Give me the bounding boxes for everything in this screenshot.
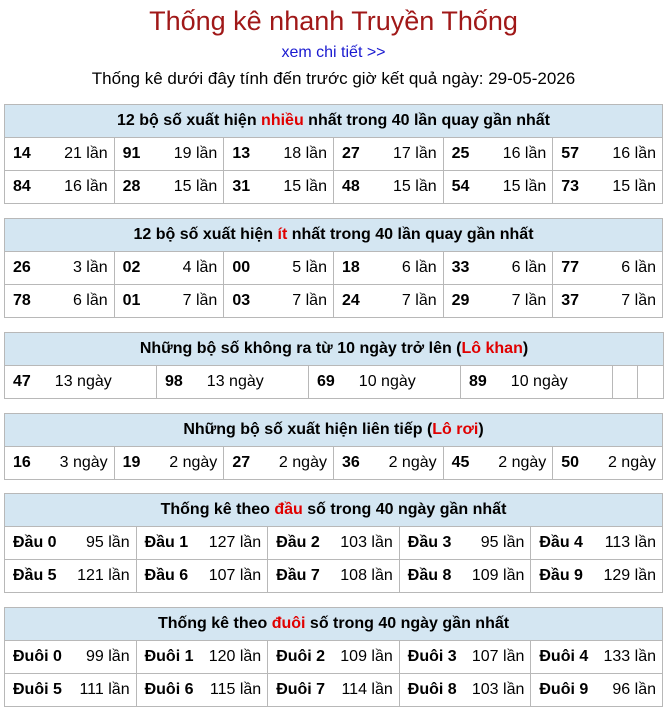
stat-cell <box>114 138 224 171</box>
page-title: Thống kê nhanh Truyền Thống <box>149 6 518 36</box>
stat-label: 28 <box>122 178 141 195</box>
stat-count: 15 lần <box>502 178 547 195</box>
stat-count: 109 lần <box>340 648 393 665</box>
header-highlight: Lô rơi <box>432 421 479 438</box>
stat-label: 03 <box>232 292 251 309</box>
count: 13 ngày <box>54 373 112 390</box>
stat-cell <box>333 285 443 318</box>
stat-label: Đuôi 1 <box>144 648 194 665</box>
stat-cell <box>5 138 115 171</box>
stat-cell <box>268 560 400 593</box>
stat-label: Đầu 9 <box>539 567 583 584</box>
stat-cell <box>114 447 224 480</box>
lo-khan-header <box>5 333 664 366</box>
stat-cell <box>5 252 115 285</box>
stat-cell <box>443 171 553 204</box>
stat-cell <box>136 641 268 674</box>
stat-label: 36 <box>341 454 360 471</box>
stat-label: 01 <box>122 292 141 309</box>
detail-link[interactable]: xem chi tiết >> <box>281 44 386 61</box>
stat-cell <box>5 447 115 480</box>
stat-cell <box>5 674 137 707</box>
stat-label: 54 <box>451 178 470 195</box>
stat-label: Đầu 1 <box>144 534 189 551</box>
stat-label: 84 <box>13 178 31 195</box>
stat-count: 15 lần <box>173 178 218 195</box>
stat-count: 95 lần <box>480 534 525 551</box>
stat-count: 16 lần <box>612 145 656 162</box>
stat-count: 95 lần <box>86 534 130 551</box>
header-text: Những bộ số không ra từ 10 ngày trở lên ( <box>139 340 462 357</box>
dau-header <box>5 494 663 527</box>
stat-count: 5 lần <box>292 259 327 276</box>
number: 47 <box>13 373 31 390</box>
stat-count: 108 lần <box>340 567 393 584</box>
stat-count: 99 lần <box>86 648 130 665</box>
stat-cell <box>224 285 334 318</box>
stat-label: Đầu 4 <box>539 534 583 551</box>
stat-label: Đầu 2 <box>276 534 320 551</box>
stat-cell <box>553 252 663 285</box>
stat-label: 57 <box>561 145 580 162</box>
header-text: nhất trong 40 lần quay gần nhất <box>303 112 550 129</box>
stat-count: 15 lần <box>283 178 327 195</box>
stat-count: 16 lần <box>64 178 108 195</box>
stat-count: 107 lần <box>208 567 262 584</box>
lo-khan-empty-cell <box>638 366 664 399</box>
stat-cell <box>333 447 443 480</box>
lo-roi-header <box>5 414 663 447</box>
stat-cell <box>224 252 334 285</box>
header-text: 12 bộ số xuất hiện <box>133 226 278 243</box>
table-row <box>5 285 663 318</box>
stat-count: 120 lần <box>208 648 262 665</box>
lo-khan-empty-cell <box>613 366 638 399</box>
duoi-header <box>5 608 663 641</box>
stat-count: 21 lần <box>64 145 108 162</box>
stat-label: 27 <box>232 454 251 471</box>
header-highlight: đuôi <box>271 615 306 632</box>
stat-count: 7 lần <box>292 292 327 309</box>
header-text: nhất trong 40 lần quay gần nhất <box>287 226 534 243</box>
header-text: số trong 40 ngày gần nhất <box>305 615 510 632</box>
header-highlight: Lô khan <box>461 340 523 357</box>
stat-cell <box>224 138 334 171</box>
stat-count: 2 ngày <box>607 454 656 471</box>
page-subtitle: Thống kê dưới đây tính đến trước giờ kết quả ngày: 29-05-2026 <box>91 69 576 88</box>
stat-label: Đầu 5 <box>13 567 57 584</box>
count: 13 ngày <box>206 373 264 390</box>
header-text: Thống kê theo <box>160 501 275 518</box>
duoi-table <box>4 607 663 707</box>
most-frequent-body <box>5 138 663 204</box>
number: 69 <box>317 373 335 390</box>
lo-khan-table <box>4 332 664 399</box>
least-frequent-table <box>4 218 663 318</box>
stat-count: 6 lần <box>72 292 108 309</box>
stat-label: 13 <box>232 145 251 162</box>
stat-label: 24 <box>341 292 360 309</box>
stat-cell <box>443 138 553 171</box>
stat-label: Đuôi 0 <box>13 648 62 665</box>
stat-cell <box>531 674 663 707</box>
stat-count: 2 ngày <box>498 454 547 471</box>
stat-count: 115 lần <box>209 681 262 698</box>
stat-count: 133 lần <box>603 648 656 665</box>
dau-body <box>5 527 663 593</box>
stat-cell <box>399 560 531 593</box>
stat-cell <box>114 171 224 204</box>
count: 10 ngày <box>510 373 568 390</box>
stat-label: Đuôi 8 <box>407 681 457 698</box>
lo-khan-cell <box>461 366 613 399</box>
number: 89 <box>469 373 487 390</box>
lo-khan-cell <box>5 366 157 399</box>
lo-khan-row <box>5 366 664 399</box>
stat-label: 14 <box>13 145 31 162</box>
stat-count: 96 lần <box>612 681 656 698</box>
stat-label: 18 <box>341 259 360 276</box>
stat-cell <box>399 527 531 560</box>
table-row <box>5 138 663 171</box>
stat-cell <box>268 641 400 674</box>
stat-label: Đuôi 3 <box>407 648 457 665</box>
table-row <box>5 447 663 480</box>
stat-label: Đầu 6 <box>144 567 189 584</box>
header-text: ) <box>478 421 484 438</box>
header-highlight: ít <box>277 226 288 243</box>
stat-count: 127 lần <box>208 534 262 551</box>
stat-cell <box>224 447 334 480</box>
stat-label: Đuôi 5 <box>13 681 62 698</box>
stat-label: Đuôi 4 <box>539 648 589 665</box>
stat-cell <box>443 447 553 480</box>
most-frequent-table <box>4 104 663 204</box>
stat-cell <box>136 674 268 707</box>
table-row <box>5 252 663 285</box>
stat-count: 7 lần <box>401 292 437 309</box>
stat-count: 4 lần <box>182 259 218 276</box>
table-row <box>5 171 663 204</box>
stat-label: Đuôi 6 <box>144 681 194 698</box>
stat-count: 129 lần <box>603 567 656 584</box>
stat-label: Đầu 8 <box>407 567 452 584</box>
stat-cell <box>268 527 400 560</box>
stat-cell <box>443 285 553 318</box>
stat-cell <box>531 560 663 593</box>
stat-label: 45 <box>451 454 470 471</box>
header-text: số trong 40 ngày gần nhất <box>302 501 507 518</box>
stat-label: 91 <box>122 145 141 162</box>
stat-label: 37 <box>561 292 580 309</box>
lo-khan-cell <box>157 366 309 399</box>
stat-count: 2 ngày <box>388 454 437 471</box>
stat-label: 33 <box>451 259 470 276</box>
stat-label: Đuôi 7 <box>276 681 326 698</box>
stat-cell <box>531 641 663 674</box>
stat-label: 26 <box>13 259 31 276</box>
stat-label: 31 <box>232 178 251 195</box>
stat-label: Đuôi 2 <box>276 648 326 665</box>
count: 10 ngày <box>358 373 416 390</box>
stat-cell <box>333 171 443 204</box>
stat-cell <box>531 527 663 560</box>
stat-cell <box>333 252 443 285</box>
stat-count: 7 lần <box>182 292 218 309</box>
stat-cell <box>553 138 663 171</box>
stat-cell <box>333 138 443 171</box>
stat-label: 02 <box>122 259 141 276</box>
stat-label: Đầu 0 <box>13 534 57 551</box>
stat-label: 27 <box>341 145 360 162</box>
header-highlight: nhiều <box>261 112 304 129</box>
header-text: ) <box>522 340 529 357</box>
stat-cell <box>136 527 268 560</box>
stat-cell <box>399 641 531 674</box>
stat-cell <box>553 171 663 204</box>
stat-count: 18 lần <box>283 145 327 162</box>
stat-cell <box>114 252 224 285</box>
stat-count: 113 lần <box>604 534 656 551</box>
stat-count: 16 lần <box>502 145 547 162</box>
stat-count: 6 lần <box>511 259 547 276</box>
header-highlight: đầu <box>274 501 303 518</box>
lo-khan-cell <box>309 366 461 399</box>
stat-cell <box>5 560 137 593</box>
stat-label: 16 <box>13 454 31 471</box>
stat-cell <box>443 252 553 285</box>
table-row <box>5 674 663 707</box>
stat-count: 107 lần <box>471 648 525 665</box>
lo-roi-table <box>4 413 663 480</box>
stat-cell <box>5 285 115 318</box>
stat-label: 77 <box>561 259 580 276</box>
stat-cell <box>114 285 224 318</box>
stat-label: Đầu 7 <box>276 567 320 584</box>
stat-count: 3 ngày <box>59 454 108 471</box>
dau-table <box>4 493 663 593</box>
stat-count: 15 lần <box>393 178 437 195</box>
stat-label: 48 <box>341 178 360 195</box>
stat-label: 19 <box>122 454 141 471</box>
header-text: 12 bộ số xuất hiện <box>117 112 262 129</box>
least-frequent-body <box>5 252 663 318</box>
stat-label: 29 <box>451 292 470 309</box>
stat-count: 109 lần <box>471 567 525 584</box>
duoi-body <box>5 641 663 707</box>
stat-count: 6 lần <box>401 259 437 276</box>
stat-count: 103 lần <box>471 681 525 698</box>
stat-count: 19 lần <box>173 145 218 162</box>
stat-label: 73 <box>561 178 580 195</box>
number: 98 <box>165 373 183 390</box>
stat-count: 17 lần <box>393 145 437 162</box>
stat-cell <box>5 527 137 560</box>
stat-count: 7 lần <box>511 292 547 309</box>
header-text: Thống kê theo <box>157 615 272 632</box>
stat-count: 111 lần <box>79 681 130 698</box>
least-frequent-header <box>5 219 663 252</box>
lo-roi-body <box>5 447 663 480</box>
stat-label: 50 <box>561 454 580 471</box>
stat-count: 121 lần <box>77 567 130 584</box>
table-row <box>5 527 663 560</box>
stat-count: 2 ngày <box>169 454 218 471</box>
stat-label: 78 <box>13 292 31 309</box>
stat-count: 3 lần <box>72 259 108 276</box>
stat-label: Đầu 3 <box>407 534 452 551</box>
stat-cell <box>268 674 400 707</box>
stat-cell <box>553 447 663 480</box>
stat-label: Đuôi 9 <box>539 681 589 698</box>
stat-count: 15 lần <box>612 178 656 195</box>
stat-count: 2 ngày <box>278 454 327 471</box>
stat-count: 103 lần <box>340 534 393 551</box>
stat-label: 00 <box>232 259 251 276</box>
stat-count: 7 lần <box>621 292 656 309</box>
table-row <box>5 641 663 674</box>
stat-cell <box>5 171 115 204</box>
stat-count: 114 lần <box>341 681 393 698</box>
most-frequent-header <box>5 105 663 138</box>
stat-cell <box>136 560 268 593</box>
stat-label: 25 <box>451 145 470 162</box>
stat-cell <box>553 285 663 318</box>
table-row <box>5 560 663 593</box>
stat-cell <box>5 641 137 674</box>
stat-cell <box>399 674 531 707</box>
stat-count: 6 lần <box>621 259 656 276</box>
stat-cell <box>224 171 334 204</box>
header-text: Những bộ số xuất hiện liên tiếp ( <box>183 421 433 438</box>
